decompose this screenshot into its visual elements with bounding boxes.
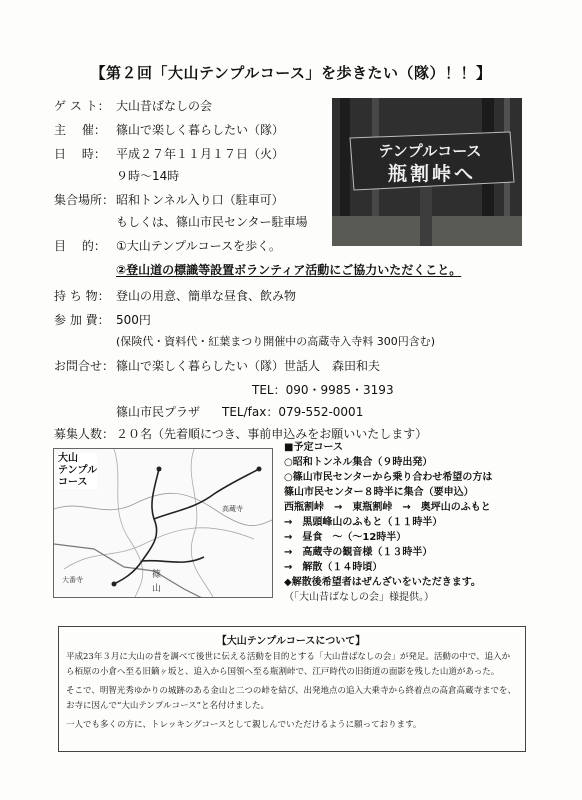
flyer-title: 【第２回「大山テンプルコース」を歩きたい（隊）！！】: [90, 64, 492, 82]
purpose-row: [54, 238, 281, 254]
capacity-value: ２０名（先着順につき、事前申込みをお願いいたします）: [116, 427, 428, 441]
items-label: 持 ち 物：: [54, 289, 110, 303]
purpose-value-2: ②登山道の標識等設置ボランティア活動にご協力いただくこと。: [116, 263, 462, 277]
capacity-label: 募集人数：: [54, 427, 115, 441]
fee-note: (保険代・資料代・紅葉まつり開催中の高蔵寺入寺料 300円含む): [116, 335, 436, 348]
contact-value: 篠山で楽しく暮らしたい（隊）世話人 森田和夫: [116, 359, 381, 373]
course-line: ○篠山市民センターから乗り合わせ希望の方は: [284, 472, 493, 483]
about-paragraph-3: 一人でも多くの方に、トレッキングコースとして親しんでいただけるように願っております。: [66, 720, 422, 730]
map-place-b: 山: [152, 584, 162, 594]
course-line: → 黒頭峰山のふもと（１１時半）: [284, 517, 443, 528]
course-heading: ■予定コース: [284, 442, 343, 453]
course-line: → 高蔵寺の観音様（１３時半）: [284, 547, 433, 558]
about-paragraph-2: そこで、明智光秀ゆかりの城跡のある金山と二つの峠を結び、出発地点の追入大乗寺から終着点の高倉高蔵寺までを、お寺に因んで“大山テンプルコース”と名付けました。: [66, 686, 516, 711]
map-label-line2: テンプル: [58, 465, 98, 476]
guest-row: [54, 98, 212, 114]
items-value: 登山の用意、簡単な昼食、飲み物: [116, 289, 297, 303]
guest-label: ゲ ス ト：: [54, 99, 110, 113]
place-alt: もしくは、篠山市民センター駐車場: [116, 215, 308, 229]
about-paragraph-1: 平成23年３月に大山の昔を調べて後世に伝える活動を目的とする「大山昔ばなしの会」が発足。活動の中で、追入から栢原の小倉へ至る旧鏑ヶ坂と、追入から国領へ至る瓶割峠で、江戸時代の旧街道の面影を残した山道があった。: [66, 652, 511, 677]
time-value: ９時〜14時: [116, 169, 180, 183]
course-line: 西瓶割峠 → 東瓶割峠 → 奥坪山のふもと: [284, 502, 491, 513]
organizer-label: 主 催：: [54, 123, 106, 137]
course-map: [53, 448, 273, 598]
date-value: 平成２７年１１月１７日（火）: [116, 147, 285, 161]
fee-row: [54, 312, 151, 328]
about-text: [66, 650, 518, 737]
sign-line2: 瓶割峠へ: [387, 163, 477, 185]
fee-value: 500円: [116, 313, 151, 327]
contact-telfax: TEL/fax：079-552-0001: [222, 405, 364, 419]
purpose-label: 目 的：: [54, 239, 106, 253]
map-label-line1: 大山: [58, 453, 78, 464]
sign-line1: テンプルコース: [378, 142, 482, 160]
contact-label: お問合せ：: [54, 359, 115, 373]
course-line: （「大山昔ばなしの会」様提供。）: [284, 592, 434, 603]
date-row: [54, 146, 284, 162]
course-line: → 昼食 〜（〜12時半）: [284, 532, 407, 543]
contact-place: 篠山市民プラザ: [116, 405, 201, 419]
course-line: ○昭和トンネル集合（９時出発）: [284, 457, 433, 468]
fee-label: 参 加 費：: [54, 313, 110, 327]
course-line: → 解散（１４時頃）: [284, 562, 383, 573]
place-row: [54, 192, 284, 208]
contact-row: [54, 358, 380, 374]
signpost-photo: [332, 98, 522, 246]
organizer-value: 篠山で楽しく暮らしたい（隊）: [116, 123, 285, 137]
map-place-d: 高蔵寺: [222, 505, 243, 513]
contact-tel: TEL：090・9985・3193: [252, 383, 394, 397]
place-label: 集合場所：: [54, 193, 115, 207]
map-label-line3: コース: [58, 477, 88, 488]
map-place-a: 篠: [152, 570, 162, 580]
organizer-row: [54, 122, 284, 138]
about-title: 【大山テンプルコースについて】: [216, 636, 366, 647]
planned-course: [284, 440, 524, 605]
guest-value: 大山昔ばなしの会: [116, 99, 213, 113]
map-label: [58, 453, 97, 489]
course-line: 篠山市民センター８時半に集合（要申込）: [284, 487, 474, 498]
map-place-c: 大番寺: [62, 576, 83, 584]
place-value: 昭和トンネル入り口（駐車可）: [116, 193, 284, 207]
date-label: 日 時：: [54, 147, 106, 161]
items-row: [54, 288, 296, 304]
purpose-value: ①大山テンプルコースを歩く。: [116, 239, 281, 253]
course-line: ◆解散後希望者はぜんざいをいただきます。: [284, 577, 481, 588]
